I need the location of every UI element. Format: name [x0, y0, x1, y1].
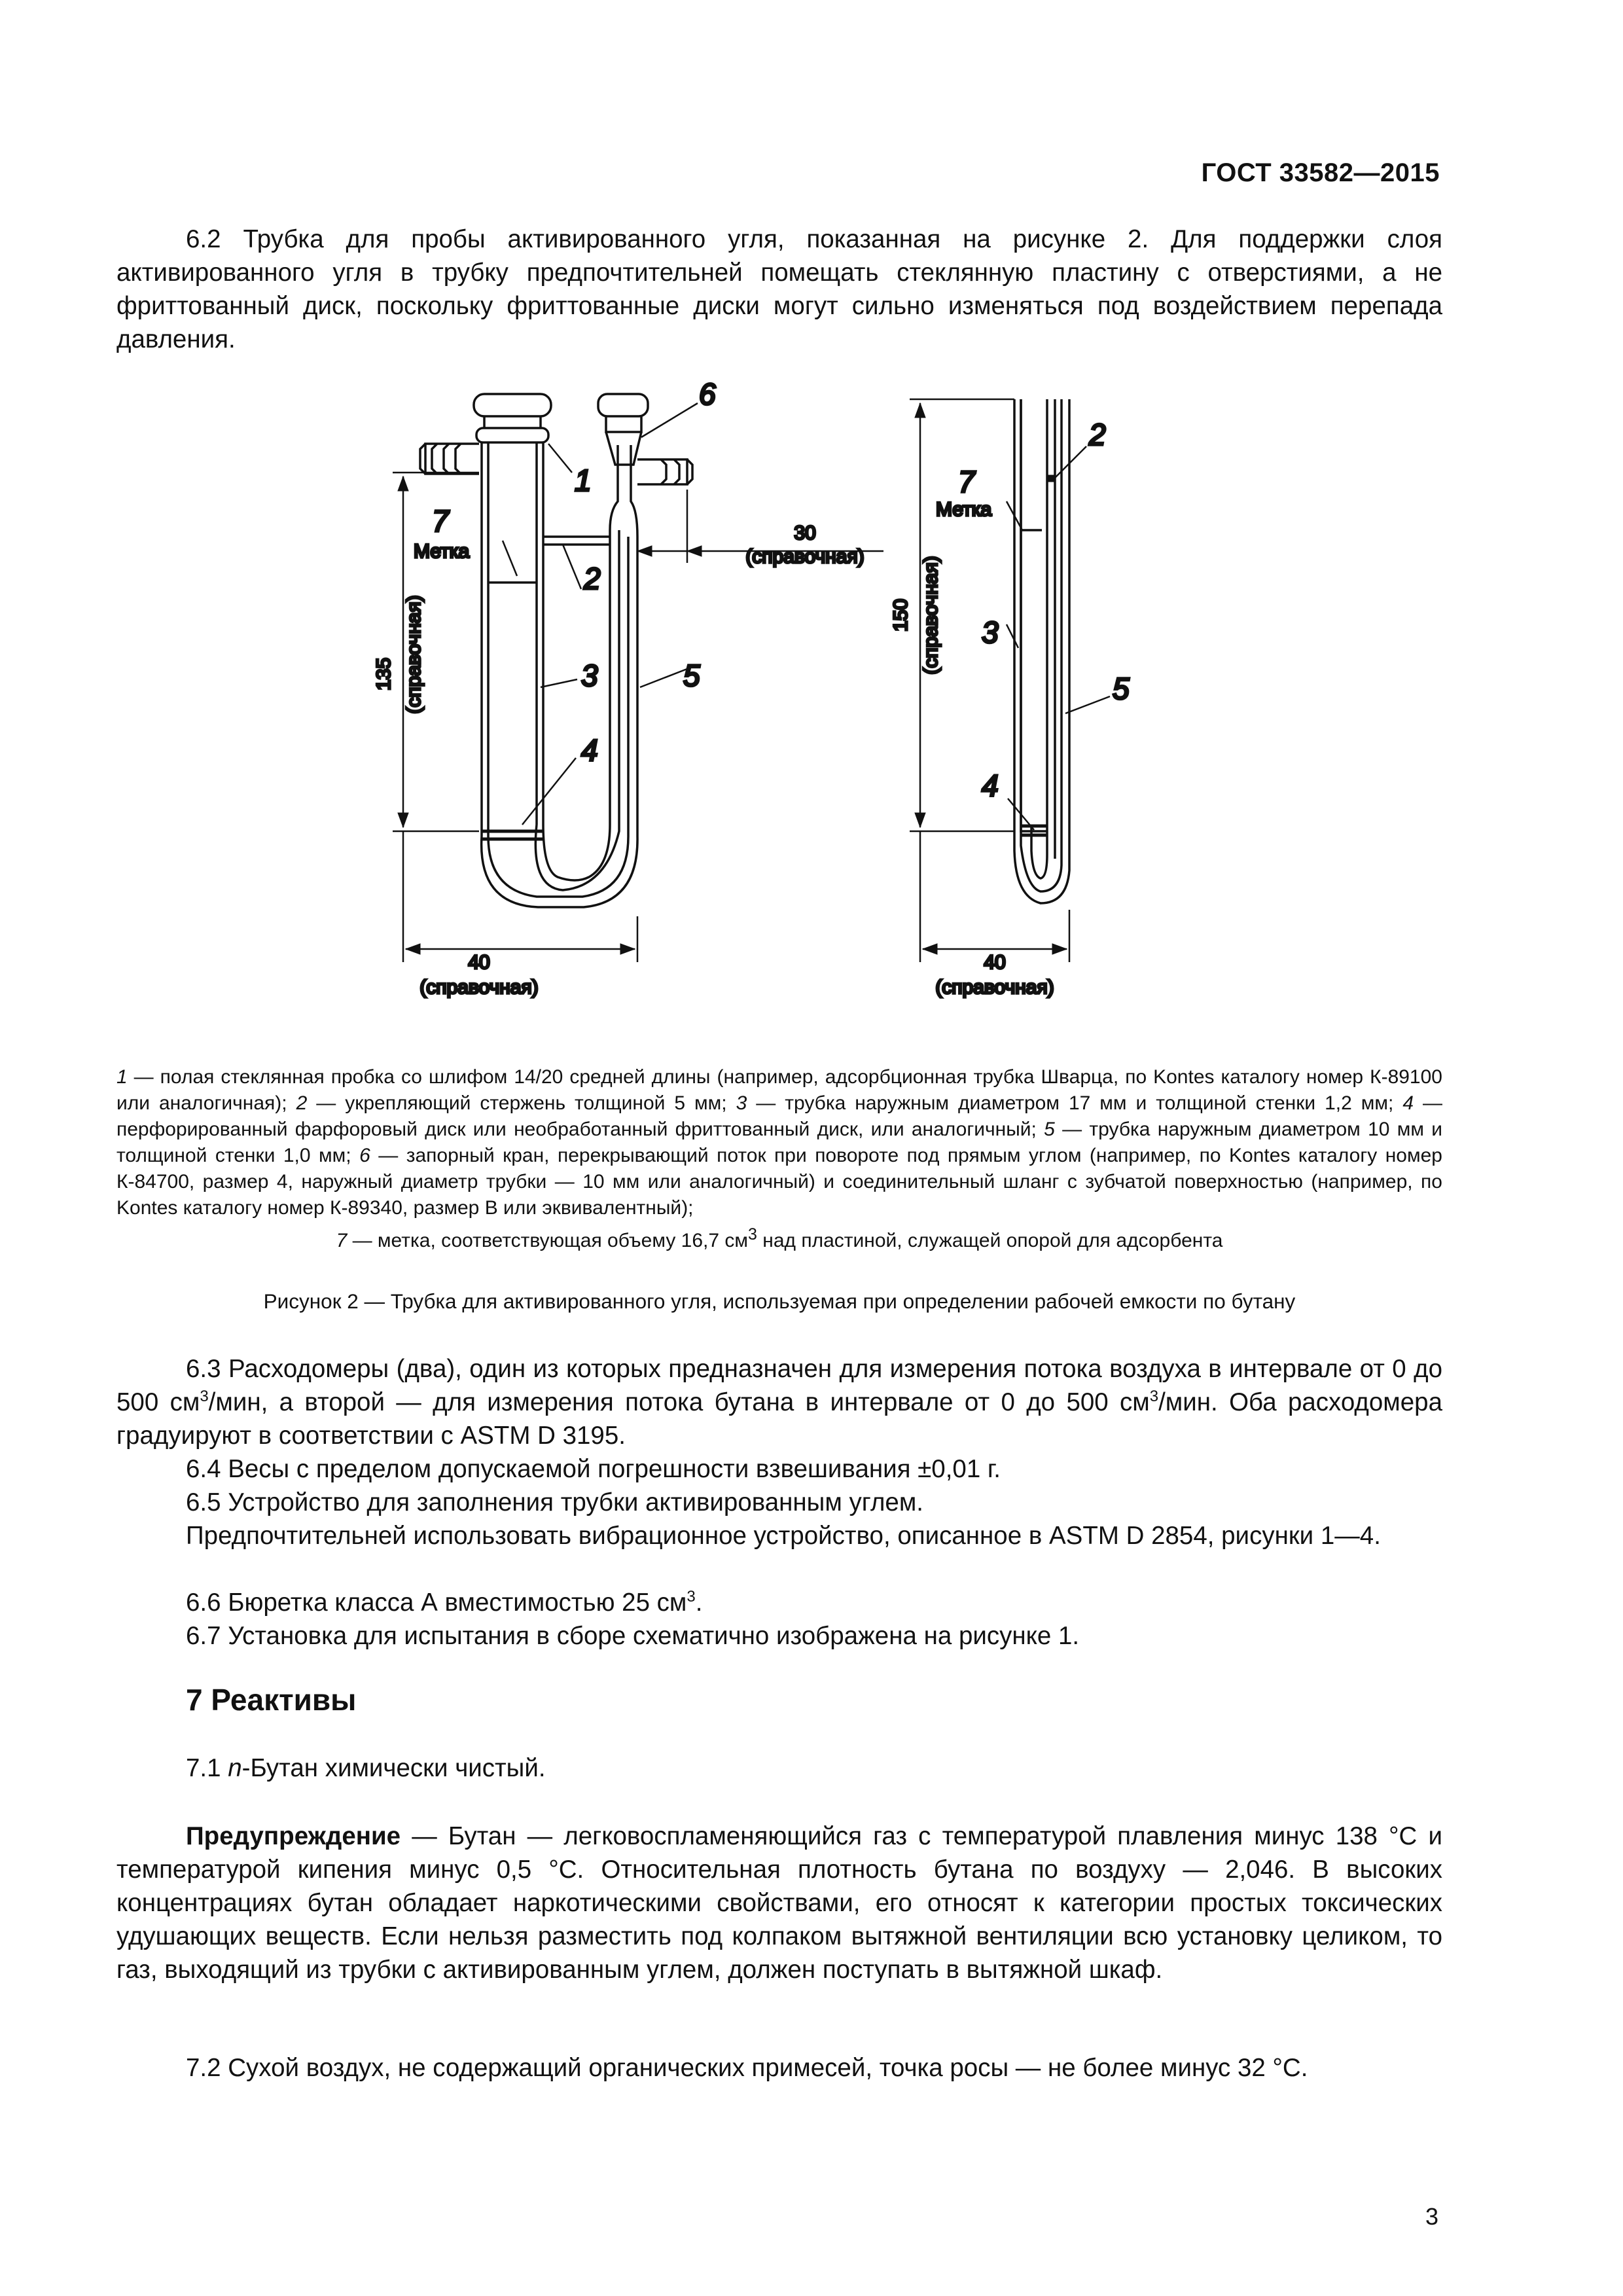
rt-dim-150-ref: (справочная): [920, 556, 942, 675]
rt-label-5: 5: [1113, 672, 1130, 706]
rt-label-7: 7: [958, 465, 975, 499]
rt-leader-5: [1065, 696, 1110, 713]
dim-135-ref: (справочная): [403, 595, 425, 714]
left-tube-assembly: [393, 394, 883, 962]
dim-30: 30: [794, 522, 816, 544]
dim-40-left-ref: (справочная): [419, 977, 539, 998]
paragraph-6-4: 6.4 Весы с пределом допускаемой погрешности взвешивания ±0,01 г.: [186, 1455, 1001, 1483]
stopcock-collar: [606, 416, 641, 432]
figure-title: Рисунок 2 — Трубка для активированного угля, используемая при определении рабочей емкости по бутану: [263, 1289, 1296, 1313]
leader-2: [563, 545, 581, 589]
paragraph-6-5-note: Предпочтительней использовать вибрационное устройство, описанное в ASTM D 2854, рисунки 1—4.: [186, 1522, 1381, 1550]
rt-dim-40-ref: (справочная): [935, 977, 1054, 998]
paragraph-7-1: 7.1 n-Бутан химически чистый.: [186, 1754, 546, 1782]
rt-dim-150: 150: [890, 598, 912, 632]
leader-6: [641, 403, 698, 437]
u-bend-inner2: [535, 530, 619, 890]
paragraph-6-6: 6.6 Бюретка класса А вместимостью 25 $см^3$.: [186, 1588, 703, 1617]
paragraph-6-3: 6.3 Расходомеры (два), один из которых предназначен для измерения потока воздуха в интервале от 0 до 500 $см^3$/мин, а второй — для измерения потока бутана в интервале от 0 до 500 $см^3$/мин. Оба расходомера градуируют в соответствии с ASTM D 3195.: [116, 1355, 1442, 1450]
label-4: 4: [581, 733, 598, 767]
reinforcing-rod: [543, 537, 610, 545]
label-1: 1: [575, 463, 592, 497]
dim-30-ref: (справочная): [745, 546, 865, 567]
stopper-ring: [476, 428, 548, 442]
u-bend-outer: [488, 537, 628, 897]
leader-4: [522, 758, 576, 825]
rt-label-4: 4: [982, 768, 999, 802]
paragraph-6-2: 6.2 Трубка для пробы активированного угля, показанная на рисунке 2. Для поддержки слоя активированного угля в трубку предпочтительней помещать стеклянную пластину с отверстиями, а не фриттованный диск, поскольку фриттованные диски могут сильно изменяться под воздействием перепада давления.: [116, 225, 1442, 353]
paragraph-7-2: 7.2 Сухой воздух, не содержащий органических примесей, точка росы — не более минус 32 °С.: [186, 2054, 1308, 2082]
rt-label-3: 3: [982, 615, 999, 649]
page-number: 3: [1425, 2203, 1438, 2230]
stopper-cap: [474, 394, 551, 416]
leader-7: [503, 541, 517, 576]
paragraph-6-5: 6.5 Устройство для заполнения трубки активированным углем.: [186, 1488, 924, 1516]
label-mark: Метка: [414, 541, 470, 562]
stopper-neck: [484, 416, 541, 428]
leader-1: [548, 444, 572, 473]
rt-wall: [1021, 399, 1047, 831]
legend-item-6: 6 — запорный кран, перекрывающий поток при повороте под прямым углом (например, по Kontes каталогу номер К-84700, размер 4, наружный диаметр трубки — 10 мм или аналогичный) и соединительный шланг с зубчатой поверхностью (например, по Kontes каталогу номер К-89340, размер B или эквивалентный);: [116, 1145, 1442, 1219]
legend-item-5: 5 — трубка наружным диаметром 10 мм и толщиной стенки 1,0 мм;: [116, 1119, 1442, 1166]
section-7-heading: 7 Реактивы: [186, 1683, 357, 1717]
rt-rod: [1047, 475, 1055, 482]
right-tube-assembly: [910, 399, 1110, 962]
dim-40-left: 40: [468, 952, 490, 973]
rt-label-2: 2: [1089, 418, 1106, 452]
figure-2-drawing: [366, 373, 1400, 1028]
label-7: 7: [432, 504, 449, 538]
stopcock-handle: [598, 394, 648, 416]
label-3: 3: [581, 658, 598, 692]
paragraph-6-7: 6.7 Установка для испытания в сборе схематично изображена на рисунке 1.: [186, 1622, 1080, 1650]
warning-paragraph: Предупреждение — Бутан — легковоспламеняющийся газ с температурой плавления минус 138 °С и температурой кипения минус 0,5 °С. Относительная плотность бутана по воздуху — 2,046. В высоких концентрациях бутан обладает наркотическими свойствами, его относят к категории простых токсических удушающих веществ. Если нельзя разместить под колпаком вытяжной вентиляции всю установку целиком, то газ, выходящий из трубки с активированным углем, должен поступать в вытяжной шкаф.: [116, 1822, 1442, 1984]
figure-legend: [116, 1064, 1442, 1254]
label-6: 6: [699, 377, 716, 411]
rt-dim-40: 40: [984, 952, 1006, 973]
rt-small-tube: [1031, 399, 1055, 878]
u-bend-outer2: [482, 537, 637, 907]
legend-item-3: 3 — трубка наружным диаметром 17 мм и толщиной стенки 1,2 мм;: [736, 1092, 1403, 1114]
rt-label-mark: Метка: [936, 499, 992, 520]
legend-item-7: 7 — метка, соответствующая объему 16,7 $см^3$ над пластиной, служащей опорой для адсорбента: [336, 1225, 1223, 1251]
label-5: 5: [683, 658, 700, 692]
label-2: 2: [584, 562, 601, 596]
legend-item-2: 2 — укрепляющий стержень толщиной 5 мм;: [296, 1092, 736, 1114]
rt-leader-2: [1055, 446, 1086, 478]
rt-leader-3: [1007, 624, 1018, 648]
leader-5: [640, 669, 687, 687]
stopcock-cone: [606, 432, 641, 465]
leader-3: [541, 679, 577, 687]
left-disk: [482, 831, 543, 839]
dim-135: 135: [373, 657, 395, 691]
legend-item-4: 4 — перфорированный фарфоровый диск или необработанный фриттованный диск, или аналогичный;: [116, 1092, 1442, 1140]
dim40-ext: [403, 831, 637, 962]
document-number: ГОСТ 33582—2015: [1201, 158, 1440, 187]
legend-item-1: 1 — полая стеклянная пробка со шлифом 14/20 средней длины (например, адсорбционная трубка Шварца, по Kontes каталогу номер К-89100 или аналогичная);: [116, 1066, 1442, 1114]
